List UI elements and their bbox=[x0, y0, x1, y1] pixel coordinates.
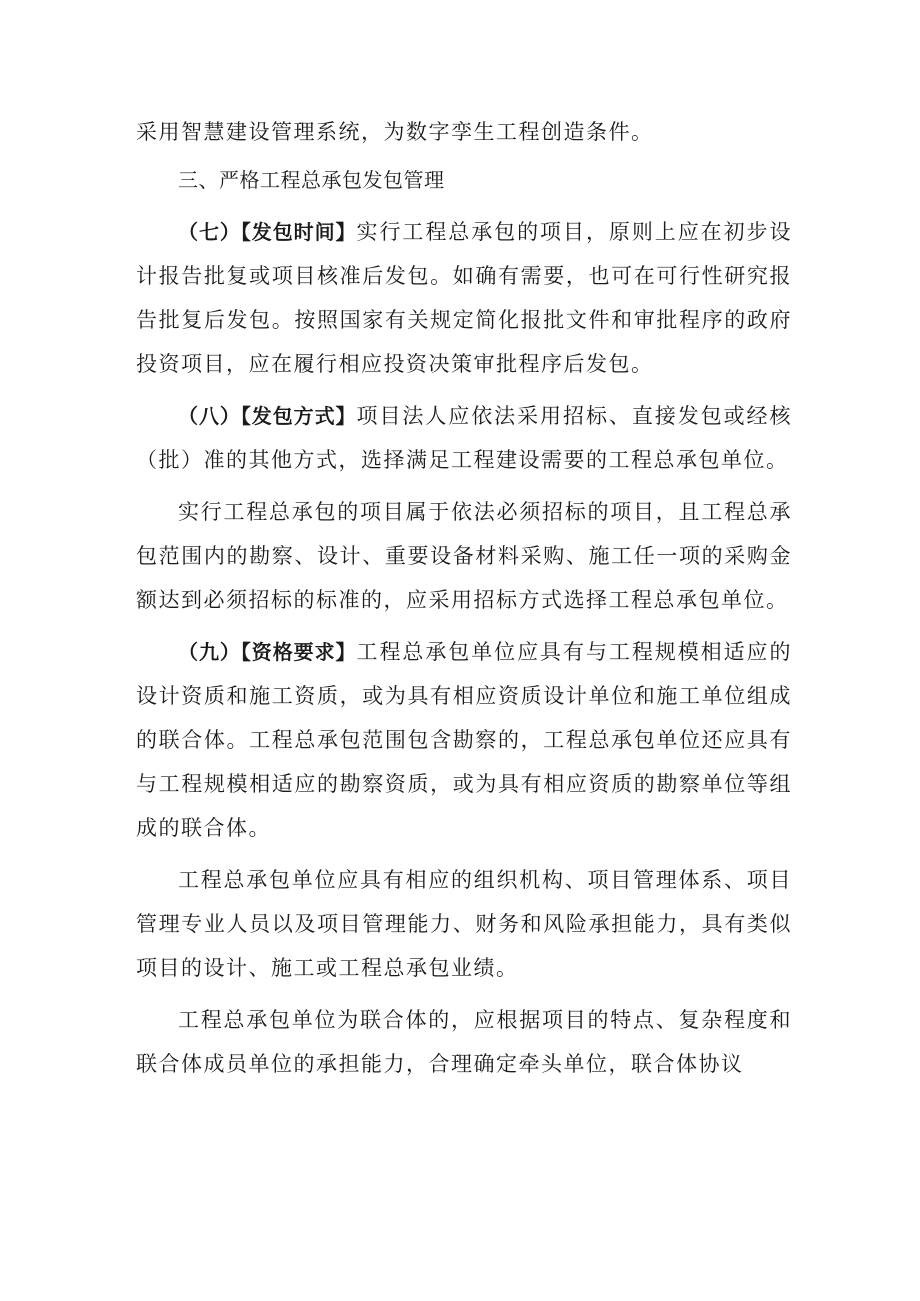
consortium-paragraph: 工程总承包单位为联合体的，应根据项目的特点、复杂程度和联合体成员单位的承担能力，合理确定牵头单位，联合体协议 bbox=[136, 1008, 792, 1076]
section-heading-3: 三、严格工程总承包发包管理 bbox=[178, 168, 445, 192]
document-body bbox=[136, 110, 792, 1086]
intro-paragraph: 采用智慧建设管理系统，为数字孪生工程创造条件。 bbox=[136, 120, 654, 144]
item-8-text: 项目法人应依法采用招标、直接发包或经核（批）准的其他方式，选择满足工程建设需要的工程总承包单位。 bbox=[136, 404, 792, 472]
tender-paragraph: 实行工程总承包的项目属于依法必须招标的项目，且工程总承包范围内的勘察、设计、重要设备材料采购、施工任一项的采购金额达到必须招标的标准的，应采用招标方式选择工程总承包单位。 bbox=[136, 500, 792, 612]
item-7-paragraph bbox=[136, 210, 792, 386]
capability-paragraph: 工程总承包单位应具有相应的组织机构、项目管理体系、项目管理专业人员以及项目管理能力、财务和风险承担能力，具有类似项目的设计、施工或工程总承包业绩。 bbox=[136, 868, 792, 980]
item-9-text: 工程总承包单位应具有与工程规模相适应的设计资质和施工资质，或为具有相应资质设计单位和施工单位组成的联合体。工程总承包范围包含勘察的，工程总承包单位还应具有与工程规模相适应的勘察资质，或为具有相应资质的勘察单位等组成的联合体。 bbox=[136, 640, 792, 840]
item-7-label: （七）【发包时间】 bbox=[178, 220, 357, 244]
item-8-paragraph bbox=[136, 394, 792, 482]
item-7-text: 实行工程总承包的项目，原则上应在初步设计报告批复或项目核准后发包。如确有需要，也可在可行性研究报告批复后发包。按照国家有关规定简化报批文件和审批程序的政府投资项目，应在履行相应投资决策审批程序后发包。 bbox=[136, 220, 792, 376]
item-9-label: （九）【资格要求】 bbox=[178, 640, 357, 664]
item-8-label: （八）【发包方式】 bbox=[178, 404, 357, 428]
item-9-paragraph bbox=[136, 630, 792, 850]
